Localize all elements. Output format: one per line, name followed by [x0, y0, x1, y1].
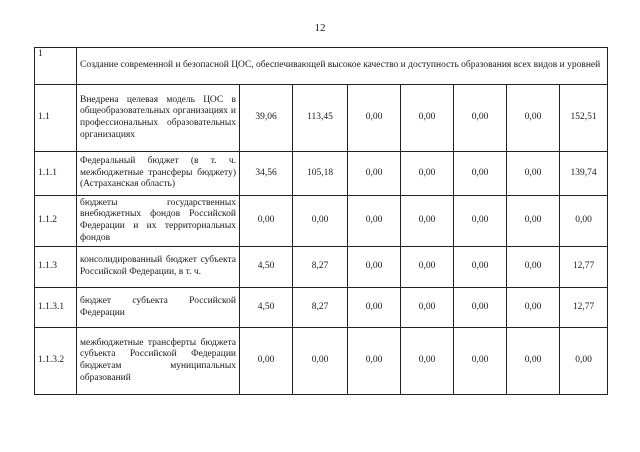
value-cell: 113,45 [293, 85, 348, 152]
value-cell: 0,00 [293, 196, 348, 247]
table-row [35, 288, 608, 328]
value-cell: 105,18 [293, 152, 348, 196]
row-code: 1.1.1 [35, 152, 77, 196]
value-cell: 8,27 [293, 288, 348, 328]
value-cell: 0,00 [348, 328, 401, 395]
value-cell: 0,00 [401, 85, 454, 152]
table-row [35, 196, 608, 247]
value-cell: 0,00 [454, 85, 507, 152]
value-cell: 0,00 [401, 152, 454, 196]
value-cell: 0,00 [348, 85, 401, 152]
value-cell: 0,00 [348, 288, 401, 328]
row-code: 1.1.3 [35, 247, 77, 288]
value-cell: 0,00 [401, 288, 454, 328]
section-title: Создание современной и безопасной ЦОС, обеспечивающей высокое качество и доступность образования всех видов и уровней [77, 48, 608, 85]
value-cell: 0,00 [348, 247, 401, 288]
value-cell: 0,00 [454, 152, 507, 196]
section-header-row [35, 48, 608, 85]
value-cell: 0,00 [240, 196, 293, 247]
row-code: 1.1.3.2 [35, 328, 77, 395]
row-code: 1.1.2 [35, 196, 77, 247]
row-description: Федеральный бюджет (в т. ч. межбюджетные трансферы бюджету) (Астраханская область) [77, 152, 240, 196]
value-cell: 0,00 [348, 152, 401, 196]
total-cell: 0,00 [560, 196, 608, 247]
row-code: 1.1.3.1 [35, 288, 77, 328]
value-cell: 34,56 [240, 152, 293, 196]
value-cell: 0,00 [507, 288, 560, 328]
row-description: бюджеты государственных внебюджетных фондов Российской Федерации и их территориальных фондов [77, 196, 240, 247]
value-cell: 4,50 [240, 288, 293, 328]
value-cell: 4,50 [240, 247, 293, 288]
table-row [35, 85, 608, 152]
value-cell: 0,00 [507, 196, 560, 247]
total-cell: 139,74 [560, 152, 608, 196]
table-row [35, 328, 608, 395]
budget-table [34, 47, 608, 395]
value-cell: 0,00 [240, 328, 293, 395]
table-row [35, 247, 608, 288]
total-cell: 12,77 [560, 288, 608, 328]
value-cell: 8,27 [293, 247, 348, 288]
page-number: 12 [314, 22, 326, 34]
value-cell: 0,00 [454, 196, 507, 247]
row-description: Внедрена целевая модель ЦОС в общеобразовательных организациях и профессиональных образовательных организациях [77, 85, 240, 152]
value-cell: 0,00 [401, 328, 454, 395]
row-description: межбюджетные трансферты бюджета субъекта Российской Федерации бюджетам муниципальных образований [77, 328, 240, 395]
total-cell: 12,77 [560, 247, 608, 288]
value-cell: 39,06 [240, 85, 293, 152]
value-cell: 0,00 [401, 247, 454, 288]
value-cell: 0,00 [507, 152, 560, 196]
value-cell: 0,00 [507, 85, 560, 152]
row-code: 1 [35, 48, 77, 85]
row-description: консолидированный бюджет субъекта Российской Федерации, в т. ч. [77, 247, 240, 288]
value-cell: 0,00 [454, 247, 507, 288]
value-cell: 0,00 [507, 247, 560, 288]
row-description: бюджет субъекта Российской Федерации [77, 288, 240, 328]
row-code: 1.1 [35, 85, 77, 152]
table-row [35, 152, 608, 196]
value-cell: 0,00 [454, 328, 507, 395]
value-cell: 0,00 [454, 288, 507, 328]
value-cell: 0,00 [348, 196, 401, 247]
value-cell: 0,00 [401, 196, 454, 247]
total-cell: 0,00 [560, 328, 608, 395]
value-cell: 0,00 [293, 328, 348, 395]
value-cell: 0,00 [507, 328, 560, 395]
total-cell: 152,51 [560, 85, 608, 152]
